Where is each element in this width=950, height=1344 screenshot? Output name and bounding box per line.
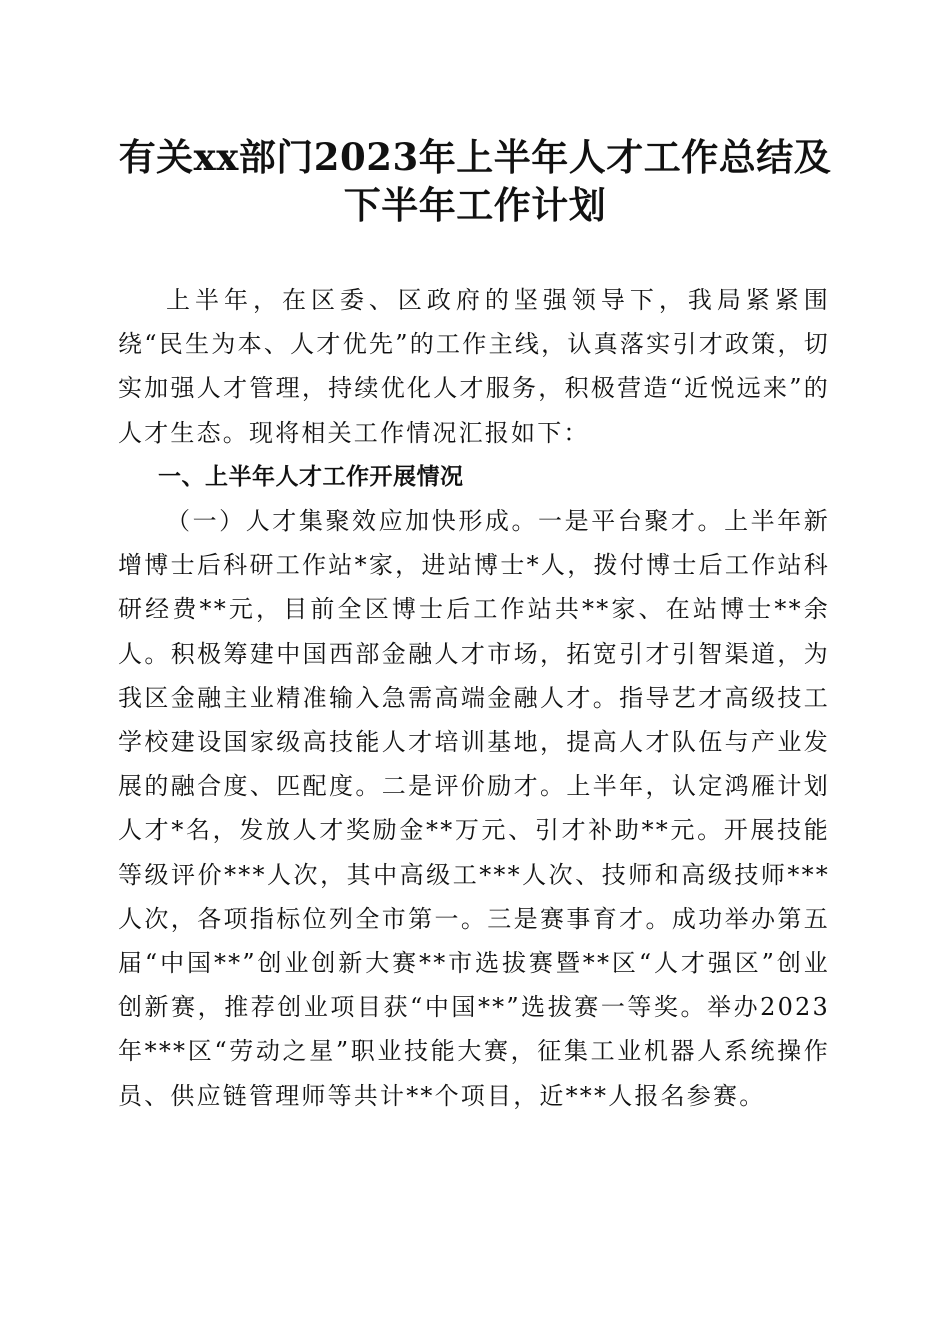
body-paragraph: （一）人才集聚效应加快形成。一是平台聚才。上半年新增博士后科研工作站*家，进站博士*人，拨付博士后工作站科研经费**元，目前全区博士后工作站共**家、在站博士**余人。积极筹建中国西部金融人才市场，拓宽引才引智渠道，为我区金融主业精准输入急需高端金融人才。指导艺才高级技工学校建设国家级高技能人才培训基地，提高人才队伍与产业发展的融合度、匹配度。二是评价励才。上半年，认定鸿雁计划人才*名，发放人才奖励金**万元、引才补助**元。开展技能等级评价***人次，其中高级工***人次、技师和高级技师***人次，各项指标位列全市第一。三是赛事育才。成功举办第五届“中国**”创业创新大赛**市选拔赛暨**区“人才强区”创业创新赛，推荐创业项目获“中国**”选拔赛一等奖。举办2023年***区“劳动之星”职业技能大赛，征集工业机器人系统操作员、供应链管理师等共计**个项目，近***人报名参赛。 <box>118 507 830 1110</box>
document-title: 有关xx部门2023年上半年人才工作总结及下半年工作计划 <box>118 135 832 227</box>
intro-paragraph: 上半年，在区委、区政府的坚强领导下，我局紧紧围绕“民生为本、人才优先”的工作主线，认真落实引才政策，切实加强人才管理，持续优化人才服务，积极营造“近悦远来”的人才生态。现将相关工作情况汇报如下： <box>118 286 830 447</box>
document-body <box>118 278 830 1118</box>
section-heading: 一、上半年人才工作开展情况 <box>158 463 464 490</box>
